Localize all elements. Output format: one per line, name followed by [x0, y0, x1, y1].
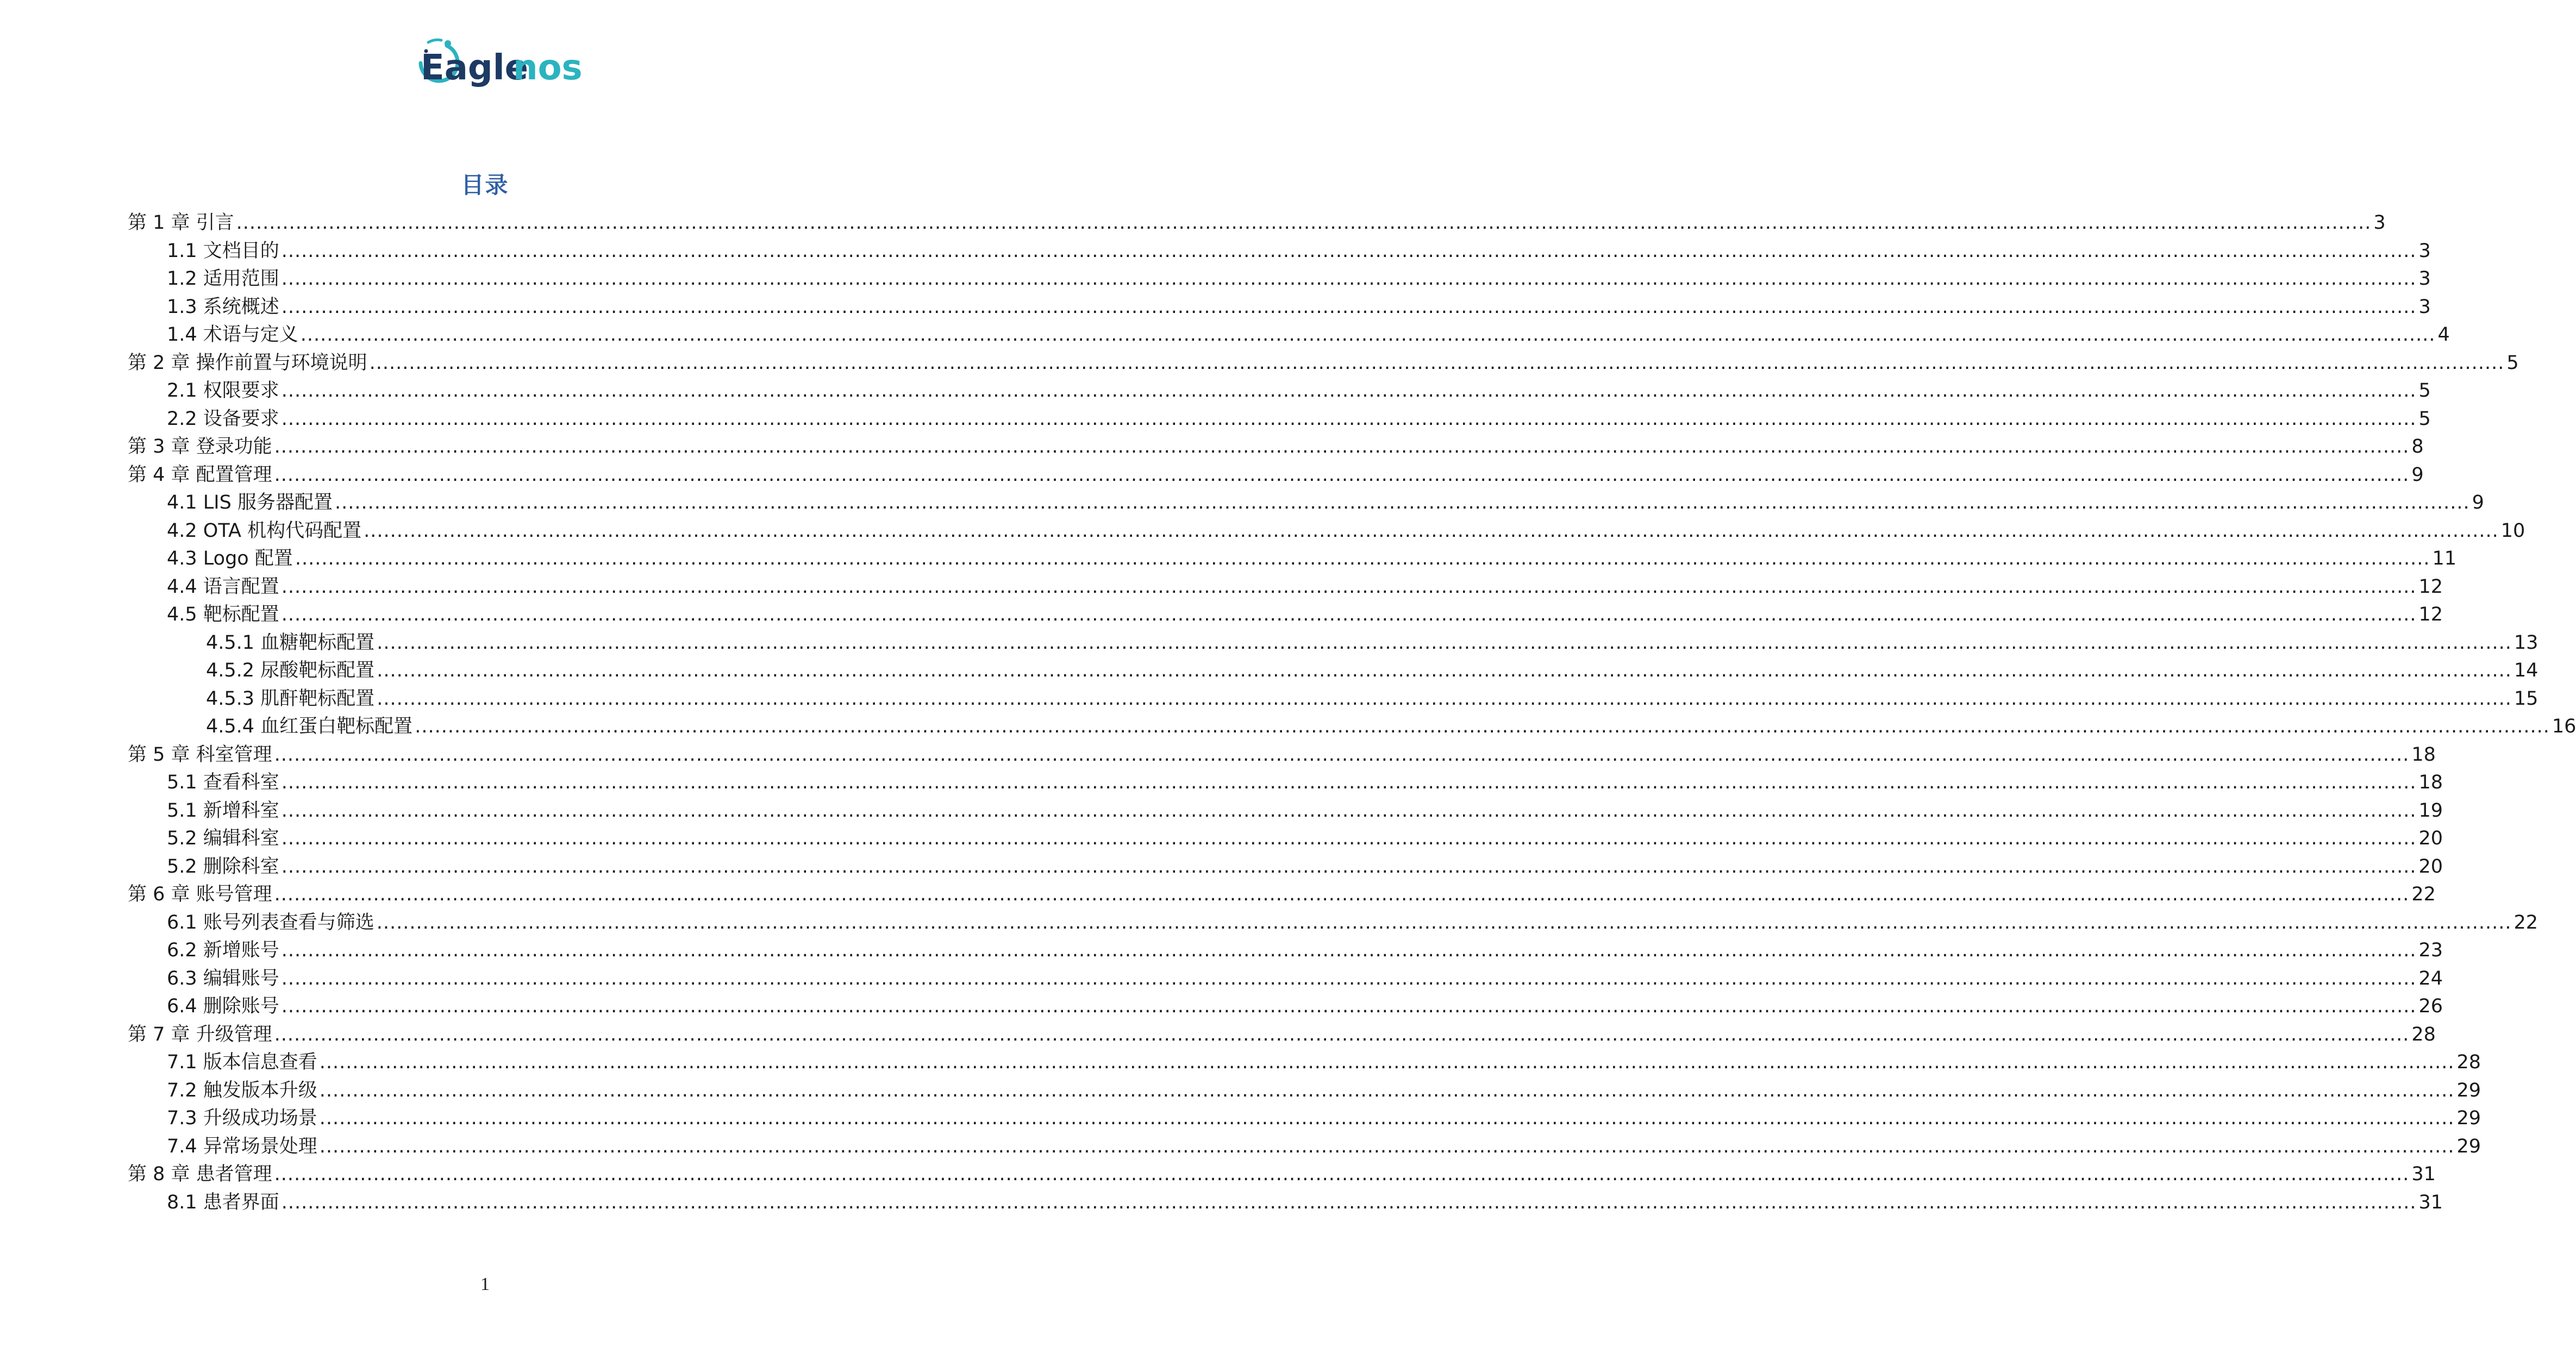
toc-entry-label: 1.2 适用范围 — [167, 268, 279, 290]
toc-dot-leader — [295, 545, 2430, 573]
toc-dot-leader — [282, 377, 2417, 405]
toc-dot-leader — [274, 881, 2410, 909]
toc-entry[interactable] — [128, 629, 2539, 657]
toc-entry-page: 28 — [2456, 1051, 2481, 1073]
toc-entry-page: 24 — [2418, 967, 2443, 989]
toc-entry-label: 2.1 权限要求 — [167, 380, 279, 402]
toc-entry[interactable] — [128, 1049, 2481, 1077]
toc-dot-leader — [274, 461, 2410, 490]
toc-entry-label: 第 3 章 登录功能 — [128, 436, 272, 458]
toc-entry[interactable] — [128, 657, 2539, 685]
toc-entry-page: 15 — [2514, 687, 2539, 710]
toc-entry-page: 12 — [2418, 575, 2443, 598]
table-of-contents — [128, 209, 2576, 1217]
toc-entry-page: 3 — [2418, 268, 2431, 290]
toc-entry[interactable] — [128, 797, 2443, 825]
eaglenos-logo — [404, 35, 583, 95]
toc-entry-label: 第 5 章 科室管理 — [128, 743, 272, 766]
toc-entry[interactable] — [128, 769, 2443, 797]
toc-entry[interactable] — [128, 1161, 2436, 1189]
toc-dot-leader — [282, 937, 2417, 965]
logo-wordmark-nos: nos — [513, 48, 583, 88]
toc-entry[interactable] — [128, 993, 2443, 1021]
toc-entry[interactable] — [128, 1021, 2436, 1049]
toc-entry-page: 29 — [2456, 1107, 2481, 1129]
toc-entry-label: 第 1 章 引言 — [128, 212, 234, 234]
toc-dot-leader — [282, 1189, 2417, 1217]
toc-dot-leader — [274, 1161, 2410, 1189]
toc-dot-leader — [282, 293, 2417, 322]
toc-entry-page: 14 — [2514, 660, 2539, 681]
toc-dot-leader — [282, 853, 2417, 881]
toc-entry[interactable] — [128, 545, 2457, 573]
toc-entry-page: 13 — [2514, 631, 2539, 654]
toc-entry-label: 6.2 新增账号 — [167, 939, 279, 961]
toc-entry-page: 3 — [2418, 240, 2431, 262]
toc-entry-label: 5.1 新增科室 — [167, 799, 279, 822]
toc-dot-leader — [282, 993, 2417, 1021]
toc-entry[interactable] — [128, 601, 2443, 629]
toc-entry[interactable] — [128, 573, 2443, 602]
toc-dot-leader — [301, 321, 2436, 349]
toc-entry-label: 4.5.1 血糖靶标配置 — [206, 631, 375, 654]
toc-dot-leader — [282, 573, 2417, 602]
eaglenos-logo-graphic — [404, 35, 583, 95]
toc-dot-leader — [282, 265, 2417, 293]
toc-entry[interactable] — [128, 713, 2576, 741]
toc-entry-label: 8.1 患者界面 — [167, 1191, 279, 1213]
toc-dot-leader — [415, 713, 2550, 741]
toc-entry-page: 3 — [2418, 296, 2431, 318]
toc-entry-page: 5 — [2506, 352, 2519, 374]
toc-dot-leader — [377, 909, 2512, 937]
toc-entry[interactable] — [128, 237, 2431, 266]
toc-entry-page: 9 — [2411, 463, 2424, 486]
toc-entry[interactable] — [128, 1105, 2481, 1133]
toc-entry-label: 4.2 OTA 机构代码配置 — [167, 519, 362, 542]
toc-entry-page: 28 — [2411, 1023, 2436, 1045]
logo-wordmark-eagle: Eagle — [421, 48, 529, 88]
toc-entry-page: 18 — [2411, 743, 2436, 766]
toc-entry[interactable] — [128, 1189, 2443, 1217]
toc-entry[interactable] — [128, 405, 2431, 434]
toc-entry-label: 1.3 系统概述 — [167, 296, 279, 318]
toc-entry-page: 3 — [2373, 212, 2386, 234]
toc-dot-leader — [274, 1021, 2410, 1049]
toc-entry-label: 第 6 章 账号管理 — [128, 884, 272, 905]
toc-entry-label: 4.5.3 肌酐靶标配置 — [206, 687, 375, 710]
toc-entry-page: 5 — [2418, 408, 2431, 430]
toc-dot-leader — [282, 601, 2417, 629]
toc-dot-leader — [236, 209, 2372, 237]
toc-dot-leader — [377, 657, 2512, 685]
toc-entry[interactable] — [128, 489, 2484, 517]
toc-entry-label: 6.1 账号列表查看与筛选 — [167, 911, 374, 934]
toc-dot-leader — [370, 349, 2505, 378]
toc-entry[interactable] — [128, 965, 2443, 993]
toc-entry-page: 19 — [2418, 799, 2443, 822]
toc-entry-page: 29 — [2456, 1079, 2481, 1101]
toc-entry-page: 8 — [2411, 436, 2424, 458]
toc-entry-label: 4.4 语言配置 — [167, 575, 279, 598]
toc-dot-leader — [377, 685, 2512, 713]
toc-entry-label: 4.5 靶标配置 — [167, 604, 279, 625]
toc-entry-page: 22 — [2411, 884, 2436, 905]
toc-entry-page: 16 — [2552, 716, 2576, 737]
toc-entry-label: 7.4 异常场景处理 — [167, 1135, 317, 1157]
toc-entry-label: 1.1 文档目的 — [167, 240, 279, 262]
toc-dot-leader — [320, 1133, 2455, 1161]
toc-entry-page: 12 — [2418, 604, 2443, 625]
toc-entry[interactable] — [128, 881, 2436, 909]
toc-entry[interactable] — [128, 937, 2443, 965]
toc-entry-label: 7.1 版本信息查看 — [167, 1051, 317, 1073]
toc-dot-leader — [282, 237, 2417, 266]
toc-entry-label: 6.4 删除账号 — [167, 995, 279, 1017]
toc-entry[interactable] — [128, 1077, 2481, 1105]
toc-dot-leader — [282, 825, 2417, 853]
toc-entry[interactable] — [128, 909, 2539, 937]
toc-entry[interactable] — [128, 377, 2431, 405]
toc-entry-label: 5.2 删除科室 — [167, 855, 279, 878]
toc-entry[interactable] — [128, 433, 2424, 461]
toc-dot-leader — [282, 769, 2417, 797]
toc-entry[interactable] — [128, 321, 2450, 349]
toc-dot-leader — [274, 433, 2410, 461]
toc-entry-page: 11 — [2432, 548, 2457, 569]
toc-dot-leader — [282, 797, 2417, 825]
toc-entry-label: 7.2 触发版本升级 — [167, 1079, 317, 1101]
toc-dot-leader — [274, 741, 2410, 769]
toc-entry-page: 26 — [2418, 995, 2443, 1017]
toc-entry[interactable] — [128, 741, 2436, 769]
toc-entry-label: 4.3 Logo 配置 — [167, 548, 293, 569]
toc-entry-label: 4.5.4 血红蛋白靶标配置 — [206, 716, 413, 737]
toc-dot-leader — [320, 1105, 2455, 1133]
toc-entry-label: 4.1 LIS 服务器配置 — [167, 492, 333, 513]
toc-entry-page: 23 — [2418, 939, 2443, 961]
toc-entry-label: 5.2 编辑科室 — [167, 828, 279, 849]
toc-entry-page: 4 — [2437, 324, 2450, 346]
toc-entry[interactable] — [128, 853, 2443, 881]
toc-entry-label: 5.1 查看科室 — [167, 772, 279, 793]
toc-entry-label: 1.4 术语与定义 — [167, 324, 298, 346]
toc-dot-leader — [282, 405, 2417, 434]
toc-dot-leader — [282, 965, 2417, 993]
toc-dot-leader — [364, 517, 2499, 546]
toc-entry-label: 第 4 章 配置管理 — [128, 463, 272, 486]
toc-entry-page: 5 — [2418, 380, 2431, 402]
toc-entry[interactable] — [128, 461, 2424, 490]
toc-entry-page: 10 — [2500, 519, 2525, 542]
toc-entry-page: 29 — [2456, 1135, 2481, 1157]
toc-entry-label: 6.3 编辑账号 — [167, 967, 279, 989]
toc-entry-page: 9 — [2472, 492, 2484, 513]
toc-entry[interactable] — [128, 685, 2539, 713]
toc-entry-page: 20 — [2418, 855, 2443, 878]
toc-entry-page: 31 — [2411, 1163, 2436, 1185]
toc-entry[interactable] — [128, 517, 2525, 546]
toc-entry-page: 31 — [2418, 1191, 2443, 1213]
toc-entry[interactable] — [128, 349, 2519, 378]
toc-entry[interactable] — [128, 209, 2386, 237]
toc-entry-label: 第 8 章 患者管理 — [128, 1163, 272, 1185]
toc-entry[interactable] — [128, 293, 2431, 322]
toc-entry[interactable] — [128, 1133, 2481, 1161]
toc-entry[interactable] — [128, 825, 2443, 853]
toc-dot-leader — [377, 629, 2512, 657]
toc-entry-page: 20 — [2418, 828, 2443, 849]
toc-entry[interactable] — [128, 265, 2431, 293]
toc-entry-page: 22 — [2514, 911, 2539, 934]
toc-entry-label: 第 2 章 操作前置与环境说明 — [128, 352, 367, 374]
toc-entry-label: 4.5.2 尿酸靶标配置 — [206, 660, 375, 681]
toc-entry-page: 18 — [2418, 772, 2443, 793]
page-number: 1 — [480, 1274, 490, 1294]
toc-entry-label: 7.3 升级成功场景 — [167, 1107, 317, 1129]
toc-title: 目录 — [461, 172, 509, 198]
toc-entry-label: 第 7 章 升级管理 — [128, 1023, 272, 1045]
toc-dot-leader — [320, 1077, 2455, 1105]
toc-dot-leader — [335, 489, 2470, 517]
toc-dot-leader — [320, 1049, 2455, 1077]
toc-entry-label: 2.2 设备要求 — [167, 408, 279, 430]
